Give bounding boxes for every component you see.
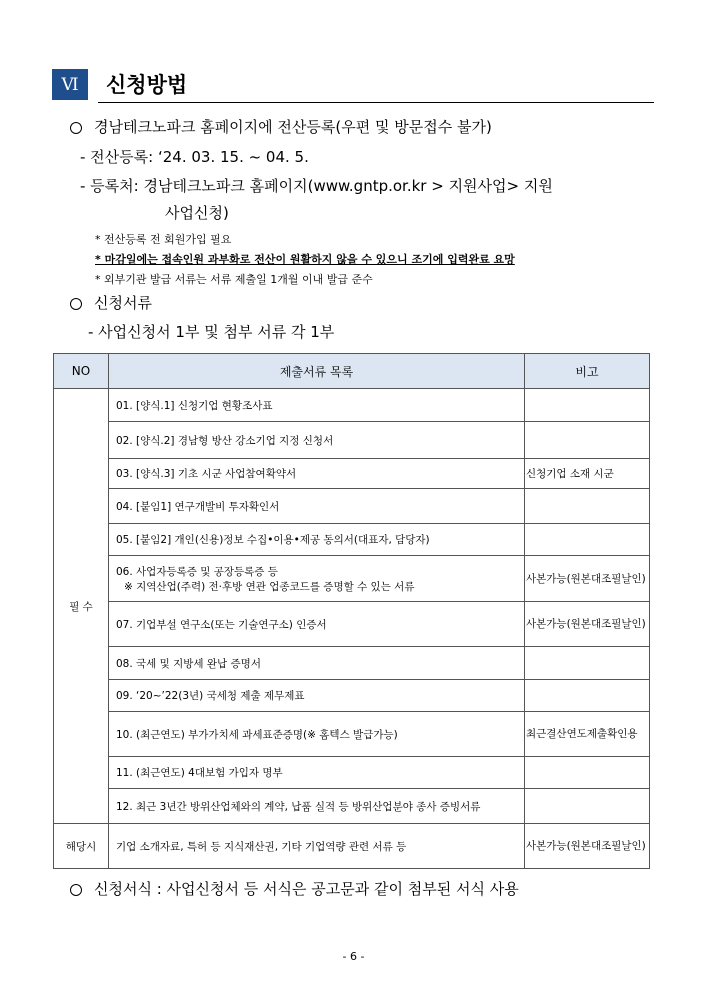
document-note: 사본가능(원본대조필날인) [525,824,650,869]
document-item: 기업 소개자료, 특허 등 지식재산권, 기타 기업역량 관련 서류 등 [109,824,525,869]
document-item: 05. [붙임2] 개인(신용)정보 수집•이용•제공 동의서(대표자, 담당자) [109,524,525,556]
submission-documents-table [53,353,650,869]
circle-bullet-icon [70,884,82,896]
section-header [52,67,654,103]
table-row [54,489,650,524]
registration-place-line1: - 등록처: 경남테크노파크 홈페이지(www.gntp.or.kr > 지원사업> 지원 [80,177,553,195]
document-note [525,389,650,422]
document-note [525,789,650,824]
header-document-list: 제출서류 목록 [109,354,525,389]
document-item: 10. (최근연도) 부가가치세 과세표준증명(※ 홈텍스 발급가능) [109,712,525,757]
document-item: 08. 국세 및 지방세 완납 증명서 [109,647,525,680]
form-heading: 신청서식 : 사업신청서 등 서식은 공고문과 같이 첨부된 서식 사용 [94,880,519,898]
registration-place-line2: 사업신청) [165,204,229,222]
document-item: 03. [양식.3] 기초 시군 사업참여확약서 [109,459,525,489]
note-deadline-warning: * 마감일에는 접속인원 과부화로 전산이 원활하지 않을 수 있으니 조기에 입력완료 요망 [95,253,515,266]
document-note: 사본가능(원본대조필날인) [525,556,650,602]
table-row [54,422,650,459]
table-row [54,647,650,680]
document-item: 09. ‘20~’22(3년) 국세청 제출 제무제표 [109,680,525,712]
document-item: 02. [양식.2] 경남형 방산 강소기업 지정 신청서 [109,422,525,459]
header-no: NO [54,354,109,389]
document-note [525,422,650,459]
document-note: 사본가능(원본대조필날인) [525,602,650,647]
table-row [54,712,650,757]
docs-heading: 신청서류 [94,294,152,312]
docs-subheading: - 사업신청서 1부 및 첨부 서류 각 1부 [88,323,335,341]
document-note [525,680,650,712]
note-membership: * 전산등록 전 회원가입 필요 [95,233,232,246]
table-row [54,602,650,647]
circle-bullet-icon [70,298,82,310]
document-item-title: 06. 사업자등록증 및 공장등록증 등 [116,565,278,578]
note-external-docs: * 외부기관 발급 서류는 서류 제출일 1개월 이내 발급 준수 [95,273,373,286]
document-item [109,556,525,602]
document-item: 04. [붙임1] 연구개발비 투자확인서 [109,489,525,524]
table-row [54,824,650,869]
table-row [54,524,650,556]
circle-bullet-icon [70,122,82,134]
document-note: 최근결산연도제출확인용 [525,712,650,757]
table-row [54,459,650,489]
registration-heading: 경남테크노파크 홈페이지에 전산등록(우편 및 방문접수 불가) [94,118,492,136]
section-title: 신청방법 [106,73,188,97]
document-note: 신청기업 소재 시군 [525,459,650,489]
document-item: 01. [양식.1] 신청기업 현황조사표 [109,389,525,422]
document-note [525,524,650,556]
document-item: 12. 최근 3년간 방위산업체와의 계약, 납품 실적 등 방위산업분야 종사 증빙서류 [109,789,525,824]
document-note [525,489,650,524]
section-number-badge: Ⅵ [52,69,88,100]
table-row [54,389,650,422]
document-note [525,647,650,680]
registration-period: - 전산등록: ‘24. 03. 15. ~ 04. 5. [80,148,309,166]
document-item: 11. (최근연도) 4대보험 가입자 명부 [109,757,525,789]
category-required: 필 수 [54,389,109,824]
header-remarks: 비고 [525,354,650,389]
table-row [54,757,650,789]
page-number: - 6 - [342,950,365,963]
table-row [54,789,650,824]
category-when-applicable: 해당시 [54,824,109,869]
table-row [54,680,650,712]
section-rule [98,102,654,103]
document-item-subnote: ※ 지역산업(주력) 전·후방 연관 업종코드를 증명할 수 있는 서류 [124,580,415,593]
document-item: 07. 기업부설 연구소(또는 기술연구소) 인증서 [109,602,525,647]
document-note [525,757,650,789]
table-row [54,556,650,602]
